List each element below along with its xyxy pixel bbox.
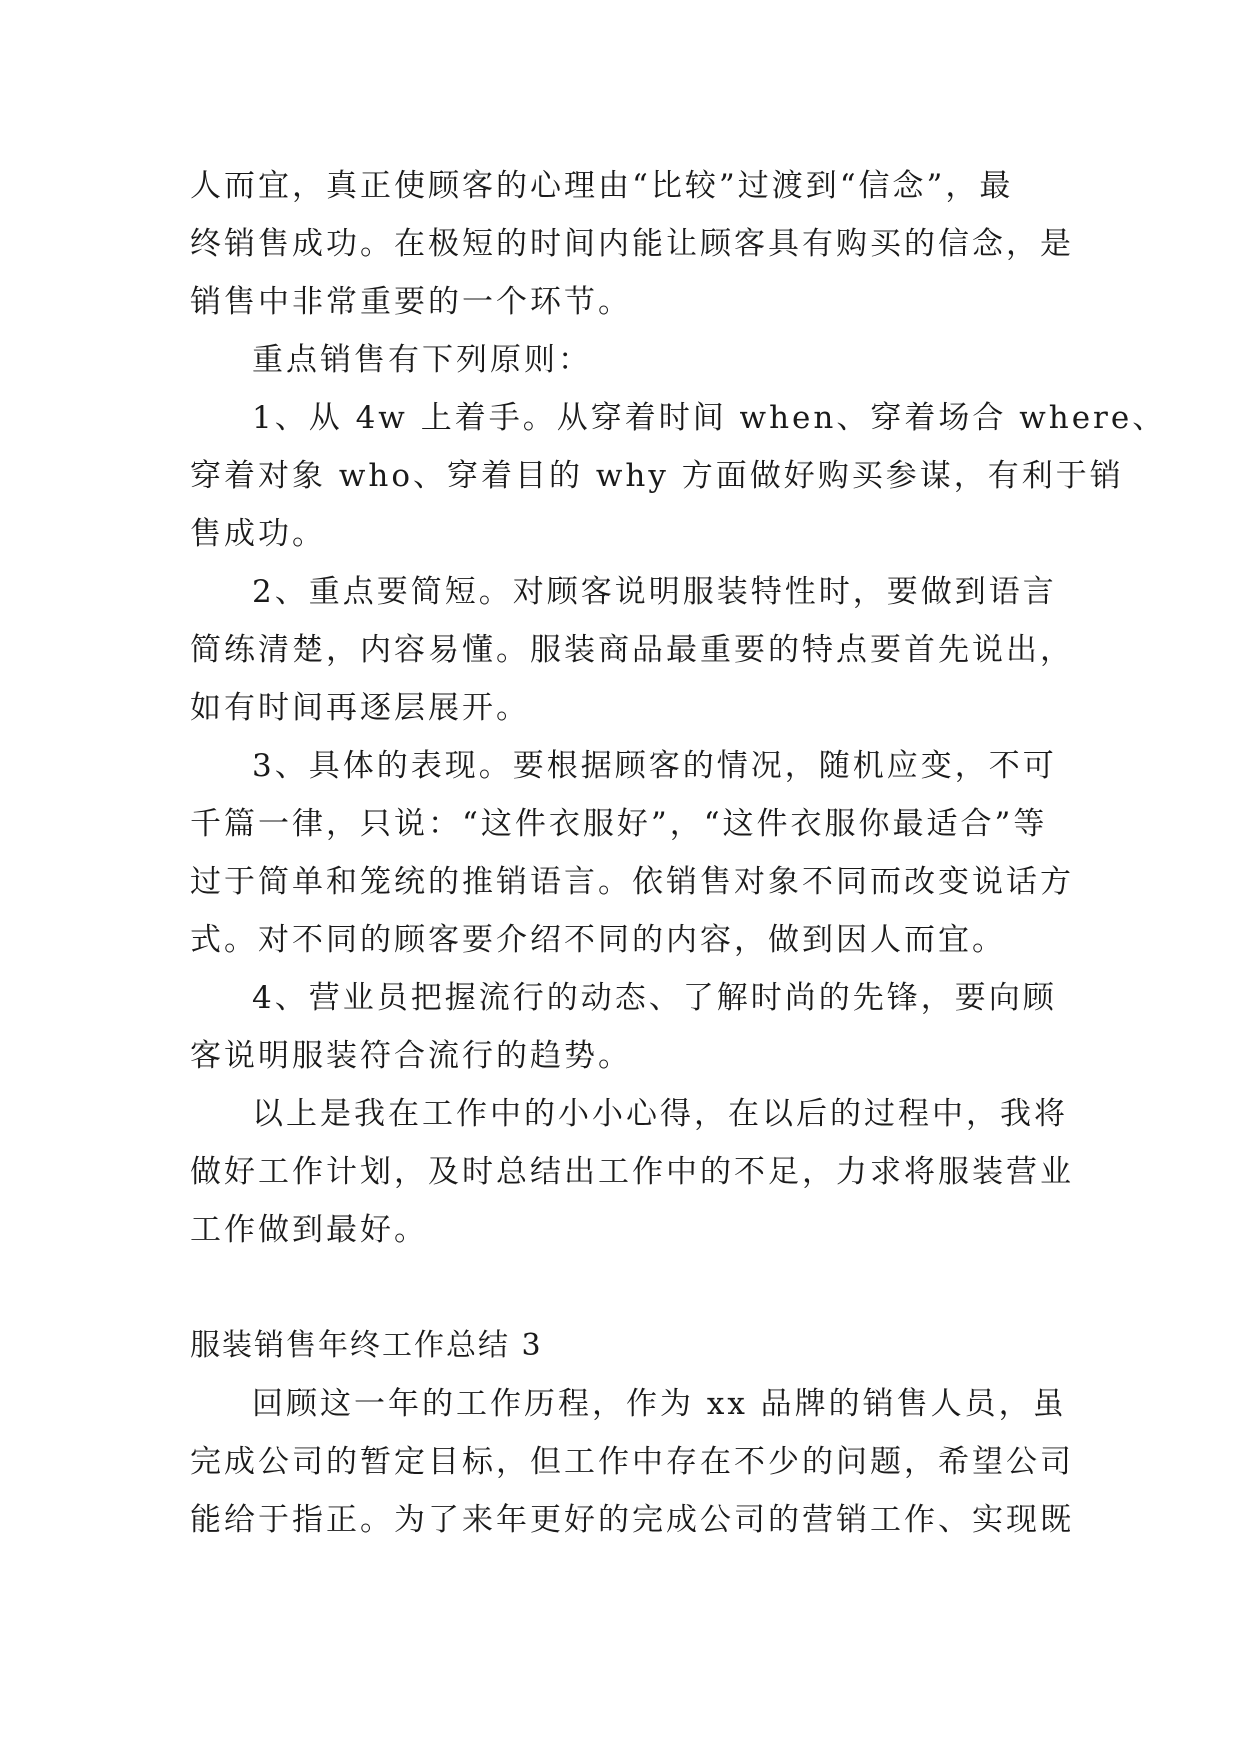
text-line: 做好工作计划，及时总结出工作中的不足，力求将服装营业 <box>190 1154 1074 1190</box>
text-line: 售成功。 <box>190 516 326 552</box>
text-line: 能给于指正。为了来年更好的完成公司的营销工作、实现既 <box>190 1502 1074 1538</box>
text-line: 工作做到最好。 <box>190 1212 428 1248</box>
text-line: 4、营业员把握流行的动态、了解时尚的先锋，要向顾 <box>252 980 1057 1016</box>
text-line: 1、从 4w 上着手。从穿着时间 when、穿着场合 where、 <box>252 400 1167 436</box>
text-line: 过于简单和笼统的推销语言。依销售对象不同而改变说话方 <box>190 864 1074 900</box>
text-line: 简练清楚，内容易懂。服装商品最重要的特点要首先说出， <box>190 632 1074 668</box>
text-line: 客说明服装符合流行的趋势。 <box>190 1038 632 1074</box>
text-line: 销售中非常重要的一个环节。 <box>190 284 632 320</box>
text-line: 如有时间再逐层展开。 <box>190 690 530 726</box>
text-line: 回顾这一年的工作历程，作为 xx 品牌的销售人员，虽 <box>252 1386 1067 1422</box>
text-line: 完成公司的暂定目标，但工作中存在不少的问题，希望公司 <box>190 1444 1074 1480</box>
text-line: 千篇一律，只说：“这件衣服好”，“这件衣服你最适合”等 <box>190 806 1048 842</box>
text-line: 式。对不同的顾客要介绍不同的内容，做到因人而宜。 <box>190 922 1006 958</box>
text-line: 穿着对象 who、穿着目的 why 方面做好购买参谋，有利于销 <box>190 458 1124 494</box>
text-line: 3、具体的表现。要根据顾客的情况，随机应变，不可 <box>252 748 1057 784</box>
text-line: 终销售成功。在极短的时间内能让顾客具有购买的信念，是 <box>190 226 1074 262</box>
text-line: 以上是我在工作中的小小心得，在以后的过程中，我将 <box>252 1096 1068 1132</box>
text-line: 重点销售有下列原则： <box>252 342 592 378</box>
section-heading: 服装销售年终工作总结 3 <box>190 1328 543 1363</box>
text-line: 2、重点要简短。对顾客说明服装特性时，要做到语言 <box>252 574 1057 610</box>
text-line: 人而宜，真正使顾客的心理由“比较”过渡到“信念”，最 <box>190 168 1014 204</box>
